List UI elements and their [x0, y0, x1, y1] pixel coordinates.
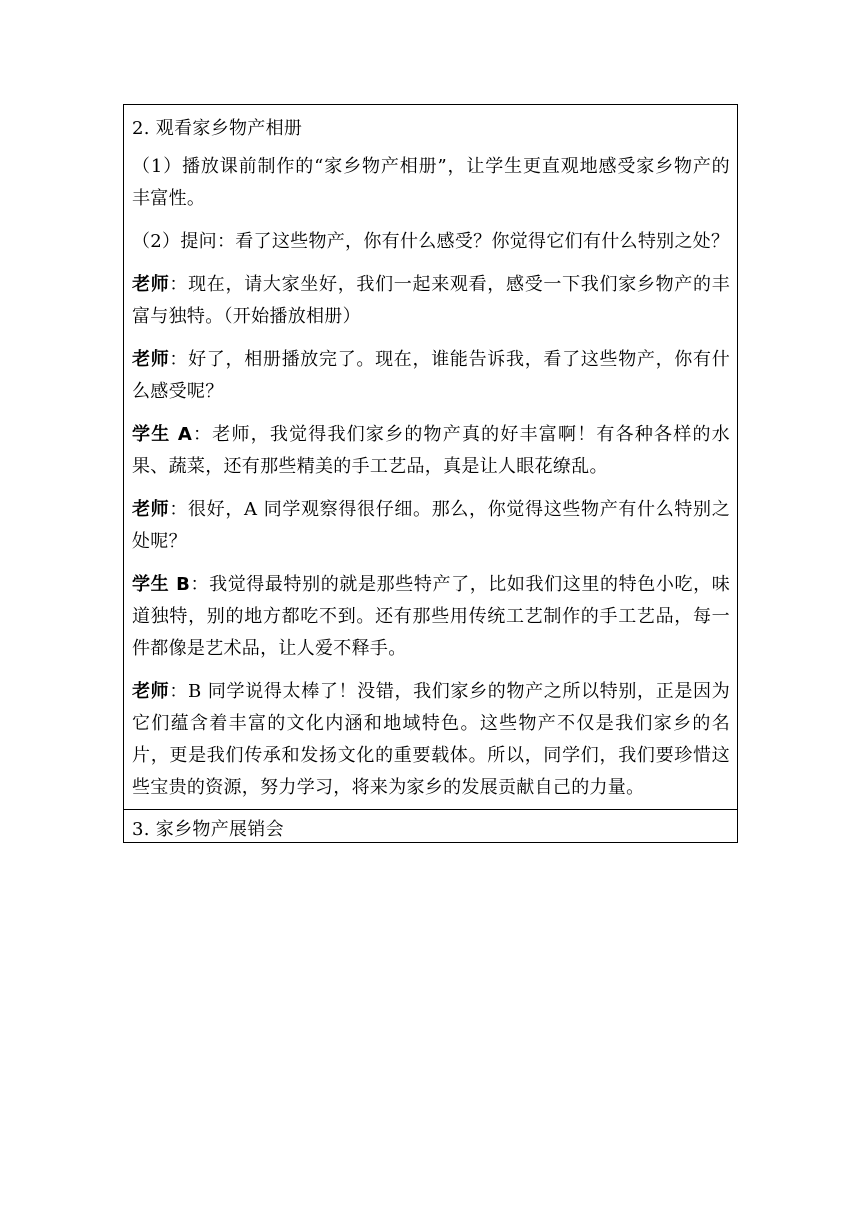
dialogue-text: ：很好，A 同学观察得很仔细。那么，你觉得这些物产有什么特别之处呢？ [132, 499, 730, 552]
lesson-table [123, 104, 738, 843]
dialogue-text: ：好了，相册播放完了。现在，谁能告诉我，看了这些物产，你有什么感受呢？ [132, 349, 730, 402]
dialogue-line [132, 269, 730, 333]
section-3-cell [124, 810, 737, 842]
speaker-label: 学生 A [132, 424, 193, 445]
section-2-heading: 2. 观看家乡物产相册 [132, 118, 303, 139]
step-1-paragraph: （1）播放课前制作的“家乡物产相册”，让学生更直观地感受家乡物产的丰富性。 [132, 156, 730, 209]
step-2-paragraph: （2）提问：看了这些物产，你有什么感受？你觉得它们有什么特别之处？ [132, 231, 730, 252]
section-3-heading: 3. 家乡物产展销会 [132, 819, 284, 840]
speaker-label: 老师 [132, 681, 170, 702]
speaker-label: 老师 [132, 499, 170, 520]
speaker-label: 老师 [132, 349, 170, 370]
speaker-label: 老师 [132, 274, 170, 295]
speaker-label: 学生 B [132, 574, 191, 595]
dialogue-text: ：现在，请大家坐好，我们一起来观看，感受一下我们家乡物产的丰富与独特。（开始播放相册） [132, 274, 730, 327]
dialogue-text: ：我觉得最特别的就是那些特产了，比如我们这里的特色小吃，味道独特，别的地方都吃不到。还有那些用传统工艺制作的手工艺品，每一件都像是艺术品，让人爱不释手。 [132, 574, 730, 659]
dialogue-text: ：老师，我觉得我们家乡的物产真的好丰富啊！有各种各样的水果、蔬菜，还有那些精美的手工艺品，真是让人眼花缭乱。 [132, 424, 730, 477]
dialogue-text: ：B 同学说得太棒了！没错，我们家乡的物产之所以特别，正是因为它们蕴含着丰富的文化内涵和地域特色。这些物产不仅是我们家乡的名片，更是我们传承和发扬文化的重要载体。所以，同学们，我们要珍惜这些宝贵的资源，努力学习，将来为家乡的发展贡献自己的力量。 [132, 681, 730, 798]
dialogue-line [132, 569, 730, 665]
dialogue-line [132, 344, 730, 408]
dialogue-line [132, 676, 730, 804]
section-2-cell [124, 105, 737, 810]
dialogue-line [132, 494, 730, 558]
dialogue-line [132, 419, 730, 483]
